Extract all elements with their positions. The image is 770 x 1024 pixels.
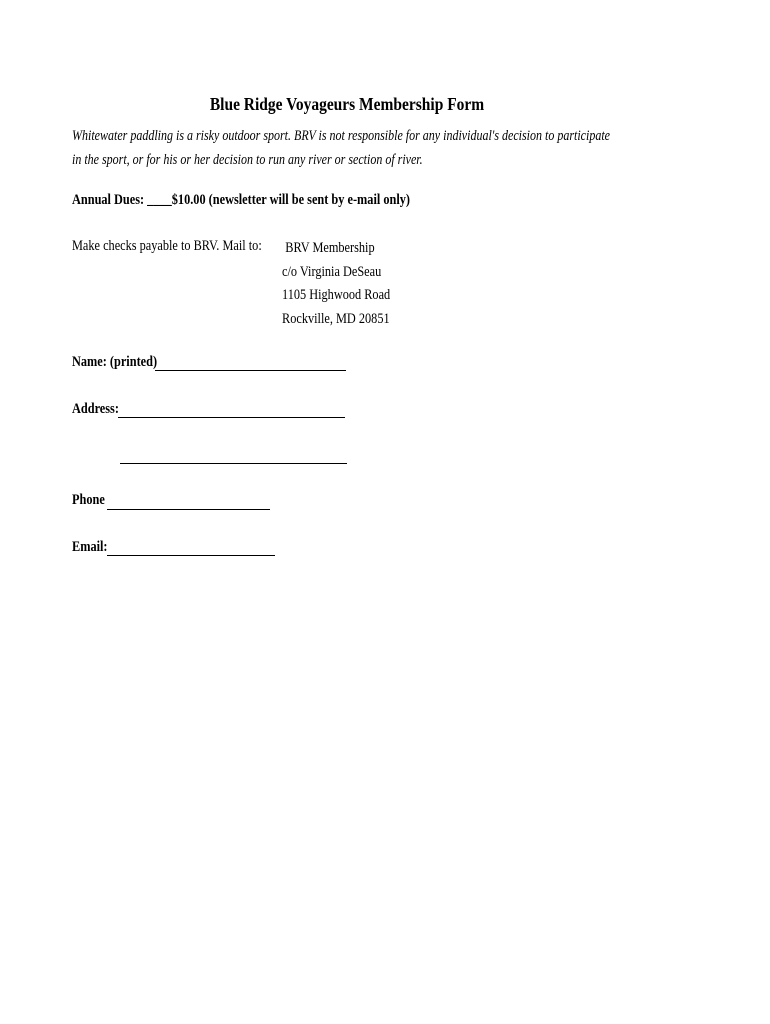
name-field-line[interactable] [155,370,346,371]
mailing-address-line-2: c/o Virginia DeSeau [282,263,382,280]
disclaimer-line-1: Whitewater paddling is a risky outdoor sport. BRV is not responsible for any individual's decision to participate [72,128,610,144]
phone-field-label: Phone [72,492,105,508]
name-field-label: Name: (printed) [72,354,158,370]
phone-field-line[interactable] [107,509,270,510]
form-title: Blue Ridge Voyageurs Membership Form [209,94,485,114]
address-field-line-1[interactable] [118,417,345,418]
address-field-line-2[interactable] [120,463,347,464]
email-field-line[interactable] [107,555,275,556]
disclaimer-line-2: in the sport, or for his or her decision to run any river or section of river. [72,152,423,168]
annual-dues-label: Annual Dues: ____$10.00 (newsletter will be sent by e-mail only) [72,192,411,208]
mailing-address-line-1: BRV Membership [285,240,375,256]
mailing-address [282,237,390,331]
mailing-address-line-4: Rockville, MD 20851 [282,310,390,327]
disclaimer-text [72,124,610,172]
address-field-label: Address: [72,401,119,417]
mailing-address-line-3: 1105 Highwood Road [282,287,391,303]
email-field-label: Email: [72,539,108,555]
checks-payable-label: Make checks payable to BRV. Mail to: [72,238,262,254]
